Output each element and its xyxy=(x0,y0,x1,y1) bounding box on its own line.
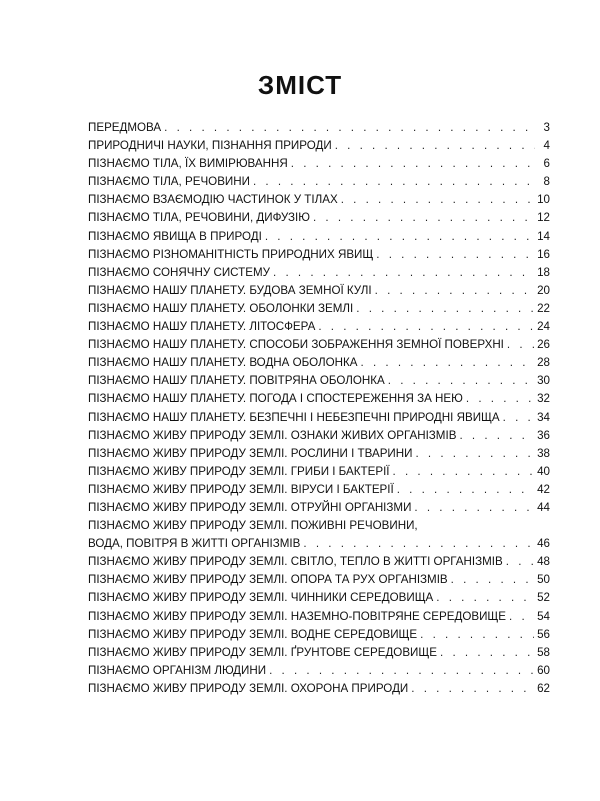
toc-entry-title: ПІЗНАЄМО ЖИВУ ПРИРОДУ ЗЕМЛІ. ОПОРА ТА РУХ ОРГАНІЗМІВ xyxy=(88,573,448,587)
toc-entry xyxy=(88,119,550,137)
toc-entry-title: ПІЗНАЄМО ЖИВУ ПРИРОДУ ЗЕМЛІ. ОХОРОНА ПРИРОДИ xyxy=(88,681,409,695)
toc-entry xyxy=(88,680,550,698)
toc-entry-title: ПІЗНАЄМО НАШУ ПЛАНЕТУ. ПОГОДА І СПОСТЕРЕЖЕННЯ ЗА НЕЮ xyxy=(88,392,463,406)
toc-entry-title: ПІЗНАЄМО НАШУ ПЛАНЕТУ. ВОДНА ОБОЛОНКА xyxy=(88,356,358,370)
page-number: 50 xyxy=(537,573,550,587)
toc-entry xyxy=(88,264,550,282)
page-number: 52 xyxy=(537,591,550,605)
toc-entry-title: ПІЗНАЄМО НАШУ ПЛАНЕТУ. ОБОЛОНКИ ЗЕМЛІ xyxy=(88,301,354,315)
page-number: 26 xyxy=(537,338,550,352)
toc-entry-title: ПІЗНАЄМО ТІЛА, РЕЧОВИНИ, ДИФУЗІЮ xyxy=(88,211,310,225)
toc-entry-title: ПІЗНАЄМО ЖИВУ ПРИРОДУ ЗЕМЛІ. ЧИННИКИ СЕРЕДОВИЩА xyxy=(88,591,434,605)
toc-entry-title: ПІЗНАЄМО ЖИВУ ПРИРОДУ ЗЕМЛІ. ВІРУСИ І БАКТЕРІЇ xyxy=(88,482,394,496)
page-number: 12 xyxy=(537,211,550,225)
dot-leader xyxy=(303,535,534,553)
page-number: 4 xyxy=(543,139,550,153)
page-title: ЗМІСТ xyxy=(257,70,343,100)
dot-leader xyxy=(341,191,534,209)
dot-leader xyxy=(451,571,534,589)
page-number: 30 xyxy=(537,374,550,388)
dot-leader xyxy=(388,372,534,390)
toc-entry-title: ПІЗНАЄМО ЖИВУ ПРИРОДУ ЗЕМЛІ. СВІТЛО, ТЕПЛО В ЖИТТІ ОРГАНІЗМІВ xyxy=(88,555,503,569)
page-number: 36 xyxy=(537,428,550,442)
toc-entry-title-cont: ВОДА, ПОВІТРЯ В ЖИТТІ ОРГАНІЗМІВ xyxy=(88,537,301,551)
toc-entry-title: ПІЗНАЄМО НАШУ ПЛАНЕТУ. БЕЗПЕЧНІ І НЕБЕЗПЕЧНІ ПРИРОДНІ ЯВИЩА xyxy=(88,410,500,424)
table-of-contents xyxy=(88,119,550,698)
toc-entry xyxy=(88,553,550,571)
page-number: 58 xyxy=(537,645,550,659)
toc-entry-title: ПІЗНАЄМО ЖИВУ ПРИРОДУ ЗЕМЛІ. ОТРУЙНІ ОРГАНІЗМИ xyxy=(88,500,412,514)
toc-entry xyxy=(88,427,550,445)
toc-entry-title: ПІЗНАЄМО НАШУ ПЛАНЕТУ. СПОСОБИ ЗОБРАЖЕННЯ ЗЕМНОЇ ПОВЕРХНІ xyxy=(88,338,504,352)
dot-leader xyxy=(503,409,534,427)
page-number: 18 xyxy=(537,265,550,279)
dot-leader xyxy=(269,662,534,680)
page-number: 62 xyxy=(537,681,550,695)
page-number: 42 xyxy=(537,482,550,496)
page-number: 56 xyxy=(537,627,550,641)
dot-leader xyxy=(375,282,534,300)
dot-leader xyxy=(164,119,535,137)
dot-leader xyxy=(414,499,534,517)
page-number: 46 xyxy=(537,537,550,551)
toc-entry xyxy=(88,626,550,644)
toc-entry xyxy=(88,372,550,390)
dot-leader xyxy=(411,680,534,698)
toc-entry xyxy=(88,499,550,517)
toc-entry xyxy=(88,155,550,173)
page-number: 8 xyxy=(543,175,550,189)
page-number: 44 xyxy=(537,500,550,514)
toc-entry xyxy=(88,589,550,607)
page-number: 20 xyxy=(537,283,550,297)
toc-entry xyxy=(88,662,550,680)
toc-entry-title: ПІЗНАЄМО ЯВИЩА В ПРИРОДІ xyxy=(88,229,262,243)
page-number: 24 xyxy=(537,320,550,334)
dot-leader xyxy=(356,300,534,318)
toc-entry-title: ПІЗНАЄМО ЖИВУ ПРИРОДУ ЗЕМЛІ. РОСЛИНИ І ТВАРИНИ xyxy=(88,446,413,460)
dot-leader xyxy=(253,173,535,191)
toc-entry-title: ПІЗНАЄМО ТІЛА, ЇХ ВИМІРЮВАННЯ xyxy=(88,157,288,171)
dot-leader xyxy=(361,354,535,372)
toc-entry-title: ПІЗНАЄМО ЖИВУ ПРИРОДУ ЗЕМЛІ. ВОДНЕ СЕРЕДОВИЩЕ xyxy=(88,627,418,641)
toc-entry-title: ПІЗНАЄМО НАШУ ПЛАНЕТУ. БУДОВА ЗЕМНОЇ КУЛІ xyxy=(88,283,372,297)
dot-leader xyxy=(466,390,534,408)
toc-entry xyxy=(88,246,550,264)
toc-entry xyxy=(88,481,550,499)
dot-leader xyxy=(291,155,535,173)
page-number: 38 xyxy=(537,446,550,460)
dot-leader xyxy=(335,137,535,155)
dot-leader xyxy=(313,209,534,227)
toc-entry xyxy=(88,390,550,408)
toc-entry xyxy=(88,409,550,427)
toc-entry xyxy=(88,571,550,589)
toc-entry xyxy=(88,336,550,354)
toc-entry-title: ПРИРОДНИЧІ НАУКИ, ПІЗНАННЯ ПРИРОДИ xyxy=(88,139,332,153)
page-number: 14 xyxy=(537,229,550,243)
toc-entry xyxy=(88,228,550,246)
toc-entry-title: ПІЗНАЄМО ТІЛА, РЕЧОВИНИ xyxy=(88,175,250,189)
dot-leader xyxy=(420,626,534,644)
toc-entry xyxy=(88,137,550,155)
page-number: 34 xyxy=(537,410,550,424)
toc-entry-title: ПІЗНАЄМО НАШУ ПЛАНЕТУ. ЛІТОСФЕРА xyxy=(88,320,316,334)
toc-entry-title: ПЕРЕДМОВА xyxy=(88,121,162,134)
toc-entry xyxy=(88,517,550,553)
toc-entry-title: ПІЗНАЄМО ВЗАЄМОДІЮ ЧАСТИНОК У ТІЛАХ xyxy=(88,193,338,207)
toc-entry xyxy=(88,354,550,372)
toc-entry-title: ПІЗНАЄМО СОНЯЧНУ СИСТЕМУ xyxy=(88,265,270,279)
toc-entry-title: ПІЗНАЄМО НАШУ ПЛАНЕТУ. ПОВІТРЯНА ОБОЛОНКА xyxy=(88,374,385,388)
dot-leader xyxy=(436,589,534,607)
toc-entry xyxy=(88,300,550,318)
page-number: 6 xyxy=(543,157,550,171)
toc-entry xyxy=(88,173,550,191)
dot-leader xyxy=(273,264,534,282)
page-number: 16 xyxy=(537,247,550,261)
dot-leader xyxy=(376,246,534,264)
toc-entry-title: ПІЗНАЄМО ЖИВУ ПРИРОДУ ЗЕМЛІ. ГРИБИ І БАКТЕРІЇ xyxy=(88,464,390,478)
toc-entry-title: ПІЗНАЄМО ЖИВУ ПРИРОДУ ЗЕМЛІ. ПОЖИВНІ РЕЧОВИНИ, xyxy=(88,519,418,533)
page-number: 3 xyxy=(543,121,550,134)
page-number: 48 xyxy=(537,555,550,569)
toc-entry-title: ПІЗНАЄМО ОРГАНІЗМ ЛЮДИНИ xyxy=(88,663,267,677)
dot-leader xyxy=(459,427,534,445)
toc-entry xyxy=(88,282,550,300)
dot-leader xyxy=(318,318,534,336)
page-number: 28 xyxy=(537,356,550,370)
page-number: 22 xyxy=(537,301,550,315)
dot-leader xyxy=(265,228,534,246)
dot-leader xyxy=(393,463,535,481)
toc-entry-title: ПІЗНАЄМО ЖИВУ ПРИРОДУ ЗЕМЛІ. НАЗЕМНО-ПОВІТРЯНЕ СЕРЕДОВИЩЕ xyxy=(88,609,507,623)
page-number: 32 xyxy=(537,392,550,406)
toc-entry xyxy=(88,644,550,662)
toc-entry xyxy=(88,209,550,227)
dot-leader xyxy=(397,481,534,499)
dot-leader xyxy=(440,644,534,662)
toc-entry xyxy=(88,463,550,481)
dot-leader xyxy=(509,608,534,626)
dot-leader xyxy=(506,553,534,571)
dot-leader xyxy=(507,336,534,354)
page-number: 40 xyxy=(537,464,550,478)
toc-entry xyxy=(88,608,550,626)
page-number: 54 xyxy=(537,609,550,623)
page-number: 60 xyxy=(537,663,550,677)
toc-entry xyxy=(88,191,550,209)
dot-leader xyxy=(415,445,534,463)
toc-entry-title: ПІЗНАЄМО РІЗНОМАНІТНІСТЬ ПРИРОДНИХ ЯВИЩ xyxy=(88,247,374,261)
toc-entry-title: ПІЗНАЄМО ЖИВУ ПРИРОДУ ЗЕМЛІ. ҐРУНТОВЕ СЕРЕДОВИЩЕ xyxy=(88,645,437,659)
toc-entry xyxy=(88,318,550,336)
toc-entry xyxy=(88,445,550,463)
page-number: 10 xyxy=(537,193,550,207)
toc-entry-title: ПІЗНАЄМО ЖИВУ ПРИРОДУ ЗЕМЛІ. ОЗНАКИ ЖИВИХ ОРГАНІЗМІВ xyxy=(88,428,457,442)
